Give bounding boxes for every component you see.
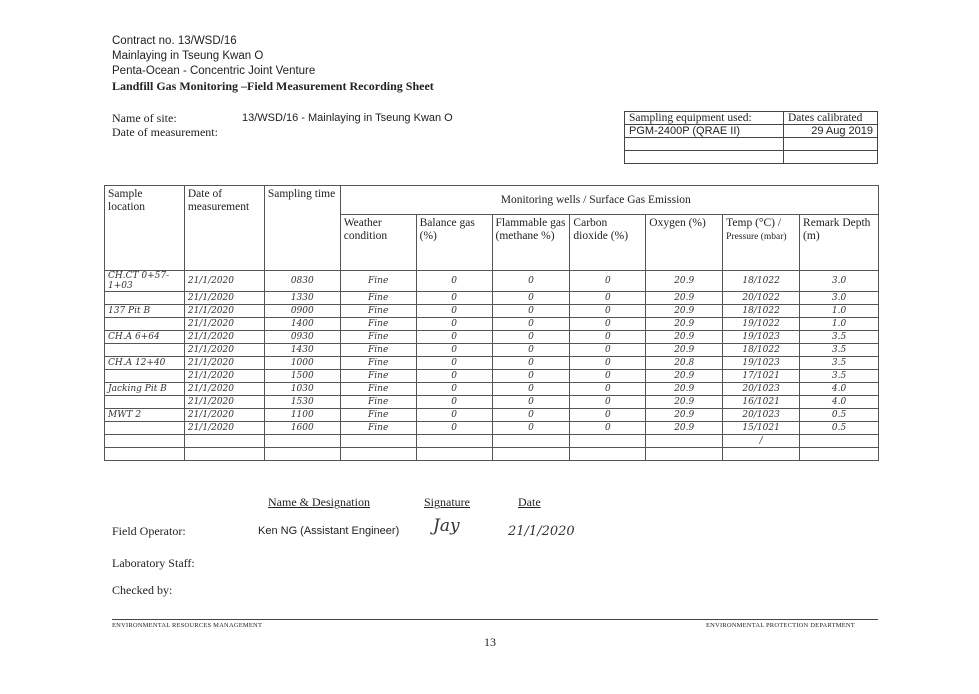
cell-weather: [340, 435, 416, 448]
table-row: [105, 318, 879, 331]
table-row: [105, 305, 879, 318]
cell-temp-pressure: 15/1021: [723, 422, 800, 435]
project-name: Mainlaying in Tseung Kwan O: [112, 50, 264, 62]
header-sampling-time: Sampling time: [264, 186, 340, 271]
cell-time: 1500: [264, 370, 340, 383]
equipment-empty-cell: [625, 138, 784, 151]
footer-rule: [112, 619, 878, 620]
cell-temp-pressure: 19/1023: [723, 331, 800, 344]
header-temp-pressure: [723, 215, 800, 271]
cell-location: [105, 292, 185, 305]
checked-by-label: Checked by:: [112, 583, 173, 597]
cell-balance-gas: 0: [416, 271, 492, 292]
cell-weather: Fine: [340, 357, 416, 370]
cell-oxygen: 20.9: [646, 305, 723, 318]
cell-balance-gas: 0: [416, 318, 492, 331]
cell-location: 137 Pit B: [105, 305, 185, 318]
cell-oxygen: 20.8: [646, 357, 723, 370]
cell-weather: Fine: [340, 292, 416, 305]
measurement-date-label: Date of measurement:: [112, 125, 218, 139]
cell-depth: 4.0: [800, 396, 879, 409]
contractor-name: Penta-Ocean - Concentric Joint Venture: [112, 65, 316, 77]
cell-flammable-gas: 0: [492, 331, 570, 344]
cell-depth: [800, 448, 879, 461]
header-monitoring-group: Monitoring wells / Surface Gas Emission: [340, 186, 878, 215]
signoff-date-header: Date: [518, 495, 541, 509]
cell-flammable-gas: 0: [492, 292, 570, 305]
table-row: [105, 292, 879, 305]
signoff-name-header: Name & Designation: [268, 495, 370, 509]
cell-date: 21/1/2020: [184, 383, 264, 396]
cell-oxygen: 20.9: [646, 409, 723, 422]
cell-location: [105, 435, 185, 448]
cell-depth: 1.0: [800, 305, 879, 318]
cell-location: [105, 448, 185, 461]
equipment-empty-cell: [625, 151, 784, 164]
cell-balance-gas: 0: [416, 396, 492, 409]
cell-depth: 3.0: [800, 292, 879, 305]
cell-flammable-gas: 0: [492, 357, 570, 370]
table-row: [105, 448, 879, 461]
cell-date: 21/1/2020: [184, 344, 264, 357]
header-oxygen: Oxygen (%): [646, 215, 723, 271]
cell-balance-gas: [416, 448, 492, 461]
footer-left-text: ENVIRONMENTAL RESOURCES MANAGEMENT: [112, 622, 263, 629]
cell-location: CH.A 12+40: [105, 357, 185, 370]
cell-balance-gas: [416, 435, 492, 448]
cell-oxygen: 20.9: [646, 370, 723, 383]
cell-flammable-gas: 0: [492, 370, 570, 383]
cell-balance-gas: 0: [416, 370, 492, 383]
cell-weather: Fine: [340, 331, 416, 344]
cell-temp-pressure: 18/1022: [723, 344, 800, 357]
cell-location: MWT 2: [105, 409, 185, 422]
cell-weather: Fine: [340, 383, 416, 396]
cell-carbon-dioxide: [570, 435, 646, 448]
cell-location: CH.CT 0+57-1+03: [105, 271, 185, 292]
table-row: [105, 409, 879, 422]
cell-date: 21/1/2020: [184, 396, 264, 409]
header-flammable-gas: Flammable gas (methane %): [492, 215, 570, 271]
cell-date: [184, 448, 264, 461]
cell-date: 21/1/2020: [184, 370, 264, 383]
cell-carbon-dioxide: 0: [570, 318, 646, 331]
cell-carbon-dioxide: 0: [570, 409, 646, 422]
document-header: [112, 34, 434, 94]
cell-carbon-dioxide: 0: [570, 370, 646, 383]
cell-time: 1400: [264, 318, 340, 331]
cell-balance-gas: 0: [416, 292, 492, 305]
cell-depth: 3.0: [800, 271, 879, 292]
cell-carbon-dioxide: [570, 448, 646, 461]
cell-location: [105, 370, 185, 383]
footer-right-text: ENVIRONMENTAL PROTECTION DEPARTMENT: [706, 622, 855, 629]
cell-carbon-dioxide: 0: [570, 396, 646, 409]
equipment-empty-cell: [784, 151, 878, 164]
cell-balance-gas: 0: [416, 409, 492, 422]
cell-depth: 0.5: [800, 409, 879, 422]
table-row: [105, 422, 879, 435]
cell-flammable-gas: 0: [492, 271, 570, 292]
header-pressure: Pressure (mbar): [726, 232, 787, 243]
cell-date: 21/1/2020: [184, 305, 264, 318]
header-temp: Temp (°C) /: [726, 217, 782, 230]
cell-date: 21/1/2020: [184, 357, 264, 370]
cell-balance-gas: 0: [416, 331, 492, 344]
cell-depth: [800, 435, 879, 448]
cell-time: 1030: [264, 383, 340, 396]
cell-temp-pressure: [723, 448, 800, 461]
cell-time: 1100: [264, 409, 340, 422]
cell-date: 21/1/2020: [184, 271, 264, 292]
cell-carbon-dioxide: 0: [570, 357, 646, 370]
cell-location: Jacking Pit B: [105, 383, 185, 396]
cell-oxygen: 20.9: [646, 292, 723, 305]
cell-temp-pressure: 18/1022: [723, 305, 800, 318]
table-row: [105, 370, 879, 383]
cell-balance-gas: 0: [416, 383, 492, 396]
table-row: [105, 271, 879, 292]
cell-weather: Fine: [340, 422, 416, 435]
cell-time: 1600: [264, 422, 340, 435]
cell-date: 21/1/2020: [184, 409, 264, 422]
cell-time: 1530: [264, 396, 340, 409]
cell-flammable-gas: 0: [492, 422, 570, 435]
cell-depth: 0.5: [800, 422, 879, 435]
cell-oxygen: [646, 435, 723, 448]
cell-balance-gas: 0: [416, 305, 492, 318]
equipment-empty-cell: [784, 138, 878, 151]
cell-oxygen: 20.9: [646, 383, 723, 396]
cell-time: [264, 448, 340, 461]
cell-time: 1000: [264, 357, 340, 370]
header-remark-depth: Remark Depth (m): [800, 215, 879, 271]
cell-weather: Fine: [340, 318, 416, 331]
cell-oxygen: 20.9: [646, 422, 723, 435]
cell-temp-pressure: 16/1021: [723, 396, 800, 409]
table-row: [105, 435, 879, 448]
cell-flammable-gas: 0: [492, 409, 570, 422]
equipment-device: PGM-2400P (QRAE II): [625, 125, 784, 138]
cell-balance-gas: 0: [416, 344, 492, 357]
cell-temp-pressure: 20/1023: [723, 383, 800, 396]
cell-flammable-gas: 0: [492, 318, 570, 331]
cell-depth: 3.5: [800, 370, 879, 383]
cell-weather: Fine: [340, 370, 416, 383]
table-row: [105, 331, 879, 344]
cell-location: [105, 396, 185, 409]
operator-signature: Jay: [433, 516, 460, 536]
header-carbon-dioxide: Carbon dioxide (%): [570, 215, 646, 271]
cell-oxygen: 20.9: [646, 331, 723, 344]
table-row: [105, 396, 879, 409]
table-row: [105, 383, 879, 396]
cell-date: 21/1/2020: [184, 422, 264, 435]
cell-oxygen: 20.9: [646, 271, 723, 292]
cell-depth: 1.0: [800, 318, 879, 331]
header-sample-location: Sample location: [105, 186, 185, 271]
cell-date: 21/1/2020: [184, 318, 264, 331]
cell-time: 0900: [264, 305, 340, 318]
cell-time: 0830: [264, 271, 340, 292]
cell-date: 21/1/2020: [184, 331, 264, 344]
cell-carbon-dioxide: 0: [570, 331, 646, 344]
cell-flammable-gas: 0: [492, 396, 570, 409]
site-name-value: 13/WSD/16 - Mainlaying in Tseung Kwan O: [242, 112, 453, 124]
cell-flammable-gas: [492, 448, 570, 461]
cell-depth: 3.5: [800, 331, 879, 344]
header-balance-gas: Balance gas (%): [416, 215, 492, 271]
cell-temp-pressure: 20/1023: [723, 409, 800, 422]
calibration-date: 29 Aug 2019: [784, 125, 878, 138]
page-number: 13: [484, 635, 496, 649]
equipment-header: Sampling equipment used:: [625, 112, 784, 125]
cell-flammable-gas: 0: [492, 305, 570, 318]
calibration-header: Dates calibrated: [784, 112, 878, 125]
cell-time: 1330: [264, 292, 340, 305]
cell-location: [105, 344, 185, 357]
signoff-signature-header: Signature: [424, 495, 470, 509]
cell-carbon-dioxide: 0: [570, 305, 646, 318]
cell-depth: 3.5: [800, 344, 879, 357]
cell-depth: 3.5: [800, 357, 879, 370]
cell-location: CH.A 6+64: [105, 331, 185, 344]
cell-temp-pressure: 19/1022: [723, 318, 800, 331]
cell-carbon-dioxide: 0: [570, 271, 646, 292]
cell-date: 21/1/2020: [184, 292, 264, 305]
cell-location: [105, 422, 185, 435]
cell-weather: Fine: [340, 409, 416, 422]
cell-flammable-gas: 0: [492, 383, 570, 396]
cell-date: [184, 435, 264, 448]
cell-flammable-gas: [492, 435, 570, 448]
cell-temp-pressure: /: [723, 435, 800, 448]
cell-flammable-gas: 0: [492, 344, 570, 357]
cell-balance-gas: 0: [416, 357, 492, 370]
header-weather: Weather condition: [340, 215, 416, 271]
site-name-label: Name of site:: [112, 111, 177, 125]
table-row: [105, 357, 879, 370]
cell-weather: Fine: [340, 305, 416, 318]
cell-temp-pressure: 20/1022: [723, 292, 800, 305]
cell-location: [105, 318, 185, 331]
cell-balance-gas: 0: [416, 422, 492, 435]
cell-temp-pressure: 19/1023: [723, 357, 800, 370]
signoff-date: 21/1/2020: [508, 524, 575, 539]
cell-oxygen: 20.9: [646, 396, 723, 409]
cell-temp-pressure: 18/1022: [723, 271, 800, 292]
cell-weather: Fine: [340, 344, 416, 357]
cell-weather: [340, 448, 416, 461]
measurement-table: [104, 185, 879, 461]
cell-carbon-dioxide: 0: [570, 292, 646, 305]
cell-depth: 4.0: [800, 383, 879, 396]
sheet-title: Landfill Gas Monitoring –Field Measurement Recording Sheet: [112, 79, 434, 93]
cell-time: 0930: [264, 331, 340, 344]
table-row: [105, 344, 879, 357]
lab-staff-label: Laboratory Staff:: [112, 556, 195, 570]
cell-oxygen: [646, 448, 723, 461]
cell-weather: Fine: [340, 271, 416, 292]
cell-weather: Fine: [340, 396, 416, 409]
cell-carbon-dioxide: 0: [570, 344, 646, 357]
cell-oxygen: 20.9: [646, 318, 723, 331]
operator-name: Ken NG (Assistant Engineer): [258, 525, 400, 537]
cell-time: [264, 435, 340, 448]
contract-number: Contract no. 13/WSD/16: [112, 35, 237, 47]
field-operator-label: Field Operator:: [112, 524, 186, 538]
cell-carbon-dioxide: 0: [570, 422, 646, 435]
cell-time: 1430: [264, 344, 340, 357]
cell-carbon-dioxide: 0: [570, 383, 646, 396]
cell-oxygen: 20.9: [646, 344, 723, 357]
equipment-table: [624, 111, 878, 164]
header-date: Date of measurement: [184, 186, 264, 271]
cell-temp-pressure: 17/1021: [723, 370, 800, 383]
